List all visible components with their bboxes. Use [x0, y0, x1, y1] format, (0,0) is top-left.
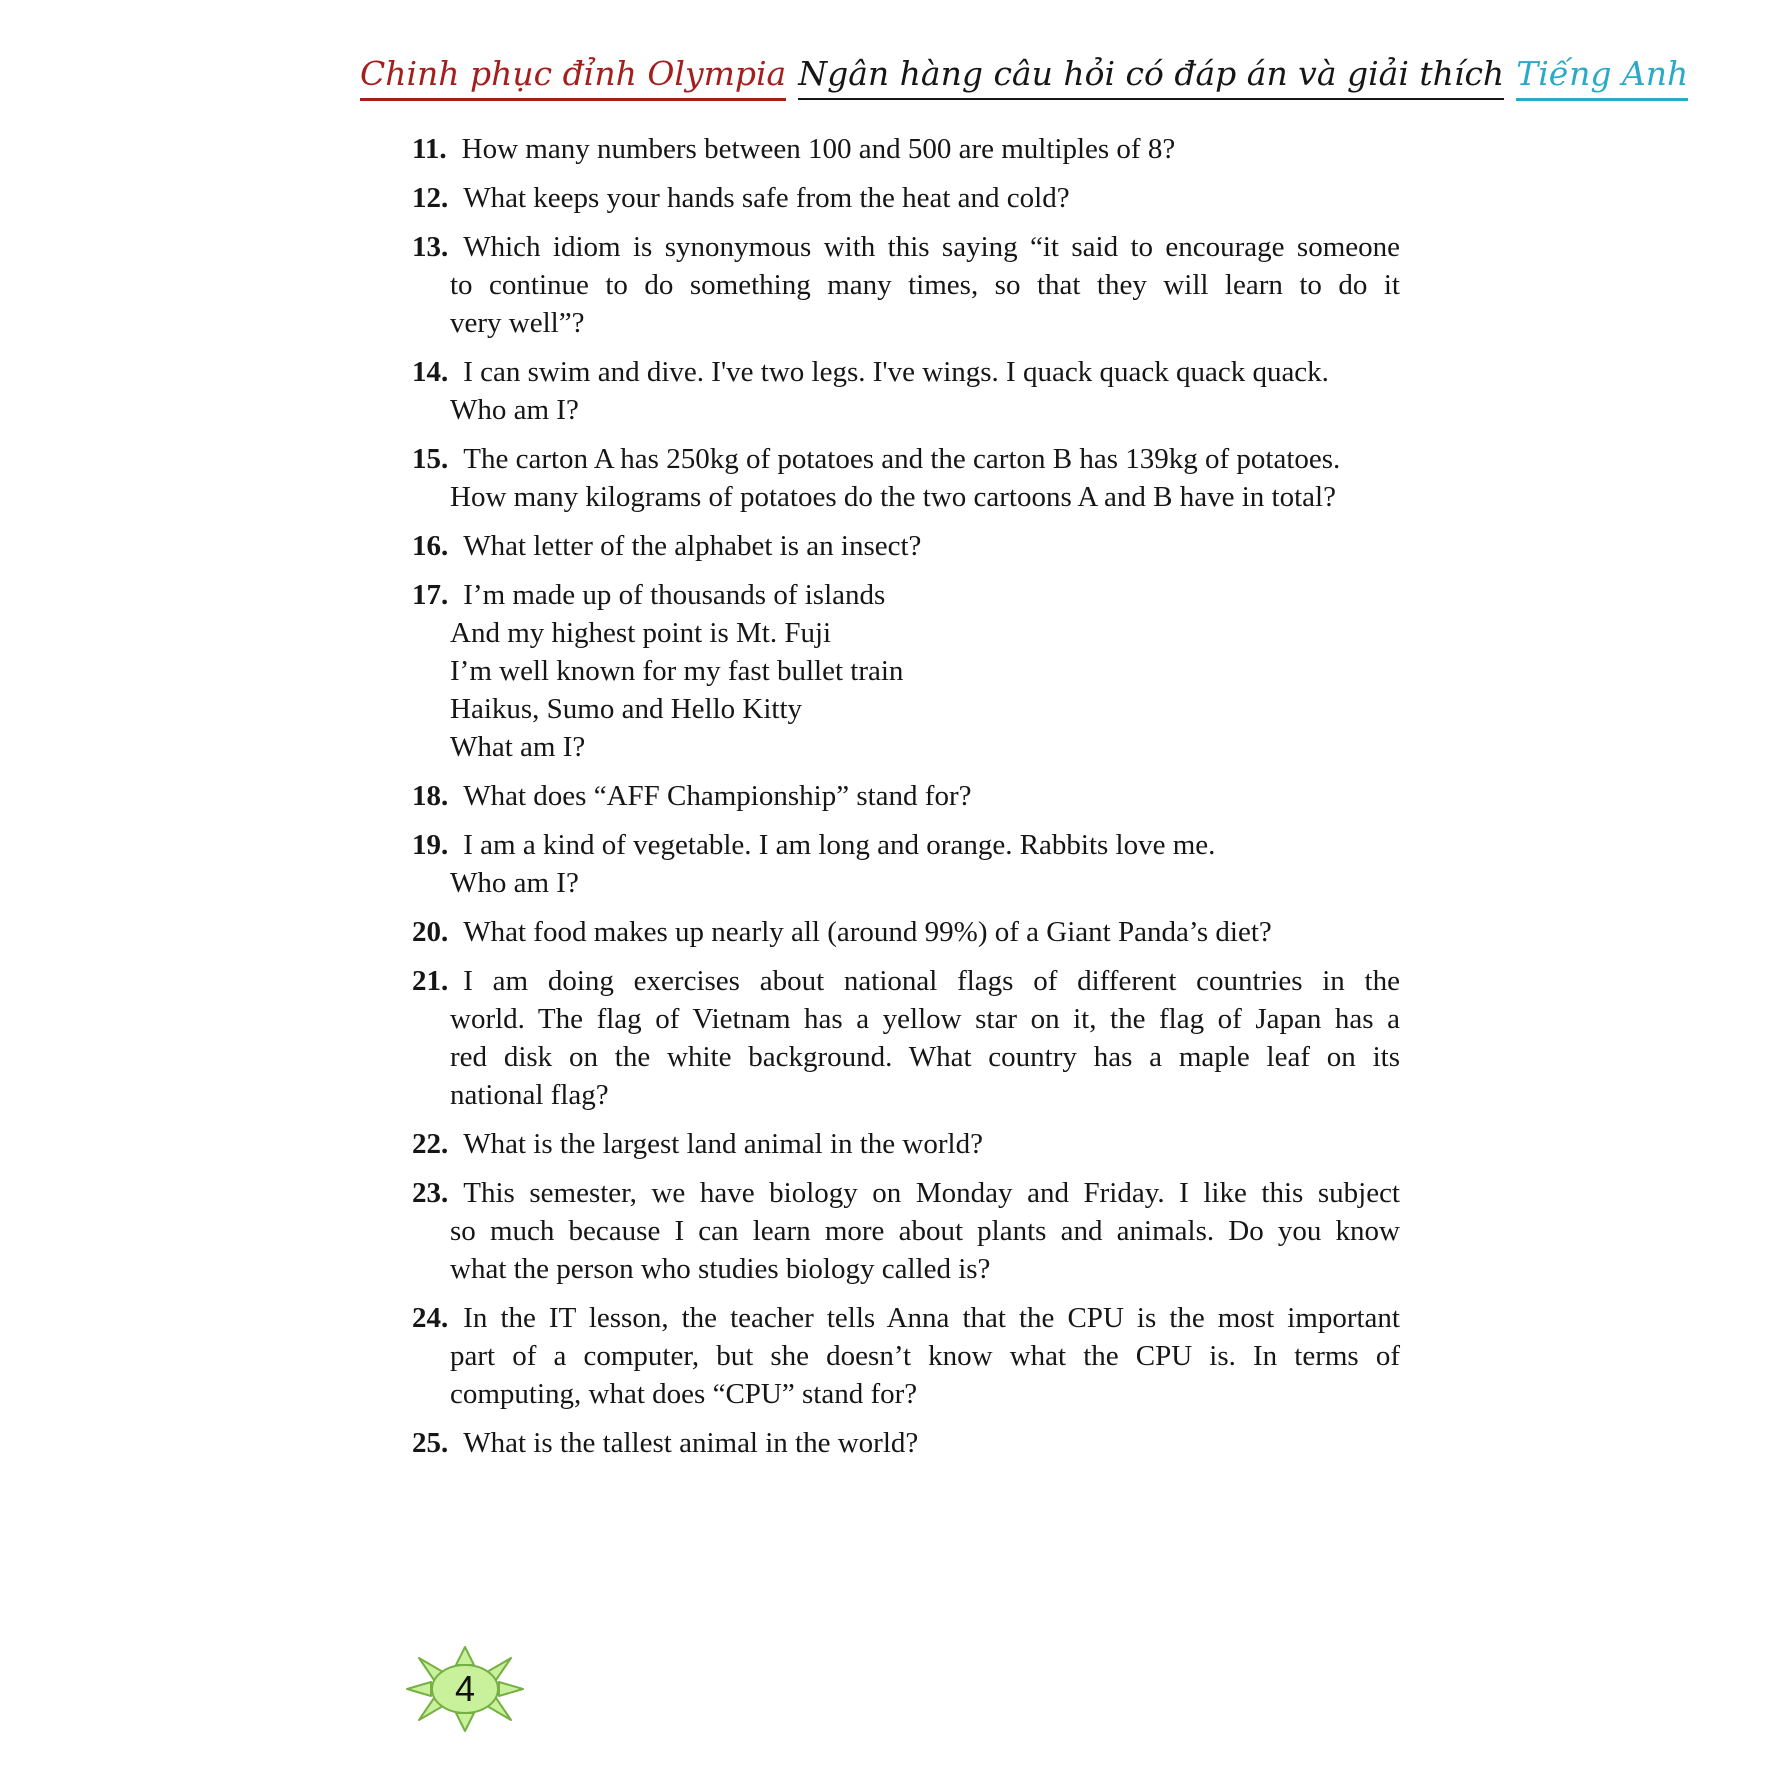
question-item [412, 1299, 1400, 1413]
question-text: I am doing exercises about national flags of different countries in the [463, 965, 1400, 997]
question-number: 21. [412, 965, 449, 997]
question-number: 24. [412, 1302, 449, 1334]
question-text: The carton A has 250kg of potatoes and the carton B has 139kg of potatoes. [463, 443, 1341, 475]
question-text: part of a computer, but she doesn’t know what the CPU is. In terms of [450, 1340, 1400, 1372]
question-number: 19. [412, 829, 449, 861]
question-line [450, 1375, 1400, 1413]
question-text: This semester, we have biology on Monday and Friday. I like this subject [463, 1177, 1400, 1209]
question-number: 25. [412, 1427, 449, 1459]
question-text: Who am I? [450, 394, 579, 426]
question-line [412, 576, 1400, 614]
question-text: I am a kind of vegetable. I am long and orange. Rabbits love me. [463, 829, 1216, 861]
question-item [412, 1174, 1400, 1288]
question-line [450, 478, 1400, 516]
question-item [412, 527, 1400, 565]
question-line [412, 962, 1400, 1000]
question-line [450, 864, 1400, 902]
question-text: Which idiom is synonymous with this saying “it said to encourage someone [463, 231, 1400, 263]
question-list [412, 130, 1400, 1473]
question-line [450, 1337, 1400, 1375]
question-line [412, 228, 1400, 266]
question-line [412, 1125, 1400, 1163]
question-line [412, 1174, 1400, 1212]
page-number: 4 [454, 1668, 476, 1709]
question-text: computing, what does “CPU” stand for? [450, 1378, 918, 1410]
question-line [450, 1212, 1400, 1250]
header-subject: Tiếng Anh [1516, 54, 1688, 101]
question-text: I’m well known for my fast bullet train [450, 655, 904, 687]
question-line [450, 728, 1400, 766]
question-line [412, 527, 1400, 565]
question-text: How many kilograms of potatoes do the two cartoons A and B have in total? [450, 481, 1336, 513]
question-text: What am I? [450, 731, 586, 763]
question-text: national flag? [450, 1079, 609, 1111]
sun-ornament-icon [403, 1645, 527, 1733]
question-text: I’m made up of thousands of islands [463, 579, 886, 611]
question-number: 16. [412, 530, 449, 562]
question-text: to continue to do something many times, so that they will learn to do it [450, 269, 1400, 301]
question-line [450, 614, 1400, 652]
question-text: What letter of the alphabet is an insect? [463, 530, 922, 562]
question-text: What does “AFF Championship” stand for? [463, 780, 972, 812]
question-line [450, 690, 1400, 728]
question-line [412, 179, 1400, 217]
series-title: Chinh phục đỉnh Olympia [360, 54, 786, 101]
question-line [450, 1250, 1400, 1288]
question-number: 23. [412, 1177, 449, 1209]
page-header [360, 52, 1688, 96]
question-line [412, 130, 1400, 168]
header-subtitle: Ngân hàng câu hỏi có đáp án và giải thích [798, 54, 1504, 100]
question-line [412, 826, 1400, 864]
question-line [412, 353, 1400, 391]
question-text: In the IT lesson, the teacher tells Anna that the CPU is the most important [463, 1302, 1400, 1334]
question-line [412, 913, 1400, 951]
question-number: 20. [412, 916, 449, 948]
question-line [450, 304, 1400, 342]
question-text: What food makes up nearly all (around 99%) of a Giant Panda’s diet? [463, 916, 1272, 948]
question-line [450, 391, 1400, 429]
question-text: What is the tallest animal in the world? [463, 1427, 919, 1459]
question-item [412, 1125, 1400, 1163]
question-item [412, 228, 1400, 342]
question-line [412, 1299, 1400, 1337]
question-text: what the person who studies biology called is? [450, 1253, 991, 1285]
question-line [450, 652, 1400, 690]
question-text: Haikus, Sumo and Hello Kitty [450, 693, 803, 725]
question-line [412, 1424, 1400, 1462]
question-text: so much because I can learn more about plants and animals. Do you know [450, 1215, 1400, 1247]
question-text: red disk on the white background. What country has a maple leaf on its [450, 1041, 1400, 1073]
question-text: What is the largest land animal in the world? [463, 1128, 983, 1160]
question-number: 22. [412, 1128, 449, 1160]
question-item [412, 130, 1400, 168]
question-text: And my highest point is Mt. Fuji [450, 617, 832, 649]
question-text: Who am I? [450, 867, 579, 899]
question-item [412, 440, 1400, 516]
question-line [450, 1038, 1400, 1076]
question-item [412, 179, 1400, 217]
question-number: 12. [412, 182, 449, 214]
question-item [412, 1424, 1400, 1462]
question-line [412, 440, 1400, 478]
question-item [412, 826, 1400, 902]
question-number: 15. [412, 443, 449, 475]
question-item [412, 913, 1400, 951]
question-line [450, 1000, 1400, 1038]
question-number: 17. [412, 579, 449, 611]
question-number: 18. [412, 780, 449, 812]
question-number: 13. [412, 231, 449, 263]
question-number: 11. [412, 133, 447, 165]
question-item [412, 576, 1400, 766]
question-text: world. The flag of Vietnam has a yellow star on it, the flag of Japan has a [450, 1003, 1400, 1035]
question-item [412, 353, 1400, 429]
question-number: 14. [412, 356, 449, 388]
question-line [450, 266, 1400, 304]
question-text: How many numbers between 100 and 500 are multiples of 8? [461, 133, 1176, 165]
question-text: very well”? [450, 307, 585, 339]
question-line [412, 777, 1400, 815]
question-item [412, 962, 1400, 1114]
question-item [412, 777, 1400, 815]
question-line [450, 1076, 1400, 1114]
question-text: What keeps your hands safe from the heat and cold? [463, 182, 1070, 214]
question-text: I can swim and dive. I've two legs. I've wings. I quack quack quack quack. [463, 356, 1329, 388]
